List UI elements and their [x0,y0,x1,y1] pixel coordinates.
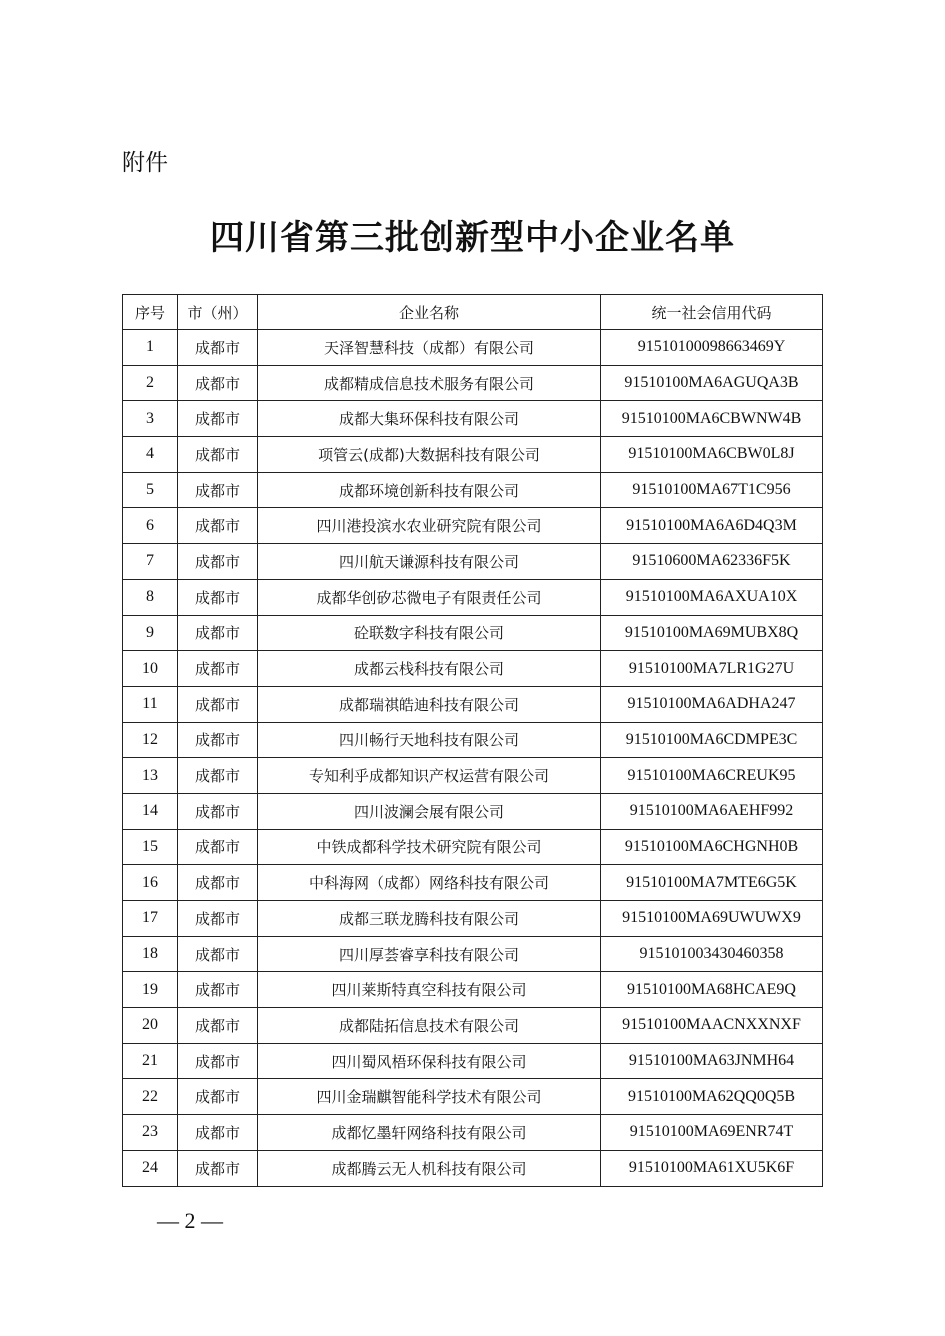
table-row [123,330,823,366]
attachment-label: 附件 [122,150,168,176]
row-city: 成都市 [178,651,258,687]
row-enterprise-name: 成都陆拓信息技术有限公司 [258,1008,601,1044]
table-header-row [123,295,823,330]
row-enterprise-name: 成都华创矽芯微电子有限责任公司 [258,579,601,615]
row-serial-number: 24 [123,1150,178,1186]
table-row [123,1115,823,1151]
table-row [123,793,823,829]
row-city: 成都市 [178,829,258,865]
row-credit-code: 91510100MA6A6D4Q3M [601,508,823,544]
row-credit-code: 91510100MA6CHGNH0B [601,829,823,865]
row-city: 成都市 [178,1043,258,1079]
row-credit-code: 91510100MA63JNMH64 [601,1043,823,1079]
row-serial-number: 1 [123,330,178,366]
row-city: 成都市 [178,579,258,615]
row-credit-code: 91510100MA6AEHF992 [601,793,823,829]
row-serial-number: 10 [123,651,178,687]
table-row [123,651,823,687]
row-city: 成都市 [178,401,258,437]
row-city: 成都市 [178,686,258,722]
row-city: 成都市 [178,936,258,972]
table-row [123,472,823,508]
row-credit-code: 91510100MA69ENR74T [601,1115,823,1151]
row-credit-code: 91510100MA67T1C956 [601,472,823,508]
row-enterprise-name: 成都云栈科技有限公司 [258,651,601,687]
row-enterprise-name: 四川金瑞麒智能科学技术有限公司 [258,1079,601,1115]
table-row [123,437,823,473]
row-city: 成都市 [178,793,258,829]
row-city: 成都市 [178,1079,258,1115]
row-serial-number: 19 [123,972,178,1008]
row-city: 成都市 [178,972,258,1008]
table-row [123,1150,823,1186]
row-serial-number: 6 [123,508,178,544]
row-city: 成都市 [178,472,258,508]
row-serial-number: 11 [123,686,178,722]
page-number: — 2 — [157,1208,223,1233]
table-row [123,722,823,758]
table-row [123,829,823,865]
row-enterprise-name: 四川蜀风梧环保科技有限公司 [258,1043,601,1079]
table-row [123,579,823,615]
row-city: 成都市 [178,722,258,758]
row-credit-code: 91510100MA68HCAE9Q [601,972,823,1008]
table-row [123,365,823,401]
row-enterprise-name: 成都瑞祺皓迪科技有限公司 [258,686,601,722]
row-serial-number: 8 [123,579,178,615]
table-row [123,401,823,437]
row-city: 成都市 [178,758,258,794]
row-enterprise-name: 成都忆墨轩网络科技有限公司 [258,1115,601,1151]
row-enterprise-name: 中铁成都科学技术研究院有限公司 [258,829,601,865]
row-credit-code: 91510600MA62336F5K [601,544,823,580]
table-row [123,544,823,580]
table-row [123,901,823,937]
row-enterprise-name: 成都腾云无人机科技有限公司 [258,1150,601,1186]
table-body [123,330,823,1187]
row-serial-number: 3 [123,401,178,437]
row-enterprise-name: 四川航天谦源科技有限公司 [258,544,601,580]
row-enterprise-name: 砼联数字科技有限公司 [258,615,601,651]
row-credit-code: 91510100098663469Y [601,330,823,366]
row-credit-code: 915101003430460358 [601,936,823,972]
row-serial-number: 23 [123,1115,178,1151]
table-row [123,758,823,794]
row-credit-code: 91510100MA7MTE6G5K [601,865,823,901]
table-row [123,1043,823,1079]
row-credit-code: 91510100MA62QQ0Q5B [601,1079,823,1115]
row-enterprise-name: 中科海网（成都）网络科技有限公司 [258,865,601,901]
row-city: 成都市 [178,615,258,651]
table-row [123,972,823,1008]
row-enterprise-name: 四川厚荟睿享科技有限公司 [258,936,601,972]
row-credit-code: 91510100MA7LR1G27U [601,651,823,687]
row-serial-number: 2 [123,365,178,401]
table-row [123,936,823,972]
header-credit-code: 统一社会信用代码 [601,295,823,330]
table-row [123,615,823,651]
row-serial-number: 12 [123,722,178,758]
row-enterprise-name: 四川莱斯特真空科技有限公司 [258,972,601,1008]
row-serial-number: 5 [123,472,178,508]
row-serial-number: 18 [123,936,178,972]
row-city: 成都市 [178,508,258,544]
row-enterprise-name: 成都三联龙腾科技有限公司 [258,901,601,937]
row-credit-code: 91510100MA69MUBX8Q [601,615,823,651]
table-row [123,1008,823,1044]
row-credit-code: 91510100MA6CBW0L8J [601,437,823,473]
row-enterprise-name: 四川畅行天地科技有限公司 [258,722,601,758]
row-enterprise-name: 天泽智慧科技（成都）有限公司 [258,330,601,366]
row-credit-code: 91510100MA6ADHA247 [601,686,823,722]
row-city: 成都市 [178,330,258,366]
row-credit-code: 91510100MA6CBWNW4B [601,401,823,437]
row-serial-number: 7 [123,544,178,580]
row-serial-number: 14 [123,793,178,829]
enterprise-list-table [122,294,823,1187]
row-enterprise-name: 专知利乎成都知识产权运营有限公司 [258,758,601,794]
row-enterprise-name: 成都精成信息技术服务有限公司 [258,365,601,401]
row-enterprise-name: 成都大集环保科技有限公司 [258,401,601,437]
table-row [123,686,823,722]
row-city: 成都市 [178,365,258,401]
row-serial-number: 13 [123,758,178,794]
row-enterprise-name: 成都环境创新科技有限公司 [258,472,601,508]
row-city: 成都市 [178,1115,258,1151]
row-credit-code: 91510100MAACNXXNXF [601,1008,823,1044]
row-serial-number: 9 [123,615,178,651]
row-city: 成都市 [178,1150,258,1186]
header-city: 市（州） [178,295,258,330]
row-city: 成都市 [178,901,258,937]
table-row [123,1079,823,1115]
row-city: 成都市 [178,437,258,473]
row-serial-number: 16 [123,865,178,901]
table-row [123,508,823,544]
row-credit-code: 91510100MA6CREUK95 [601,758,823,794]
row-credit-code: 91510100MA6AGUQA3B [601,365,823,401]
header-serial-number: 序号 [123,295,178,330]
row-serial-number: 21 [123,1043,178,1079]
row-serial-number: 15 [123,829,178,865]
table-row [123,865,823,901]
row-enterprise-name: 四川港投滨水农业研究院有限公司 [258,508,601,544]
row-serial-number: 4 [123,437,178,473]
row-credit-code: 91510100MA6CDMPE3C [601,722,823,758]
row-credit-code: 91510100MA61XU5K6F [601,1150,823,1186]
row-city: 成都市 [178,1008,258,1044]
row-serial-number: 20 [123,1008,178,1044]
row-enterprise-name: 项管云(成都)大数据科技有限公司 [258,437,601,473]
row-credit-code: 91510100MA6AXUA10X [601,579,823,615]
row-serial-number: 22 [123,1079,178,1115]
row-city: 成都市 [178,865,258,901]
row-enterprise-name: 四川波澜会展有限公司 [258,793,601,829]
row-credit-code: 91510100MA69UWUWX9 [601,901,823,937]
document-title: 四川省第三批创新型中小企业名单 [210,218,735,258]
row-serial-number: 17 [123,901,178,937]
header-enterprise-name: 企业名称 [258,295,601,330]
row-city: 成都市 [178,544,258,580]
